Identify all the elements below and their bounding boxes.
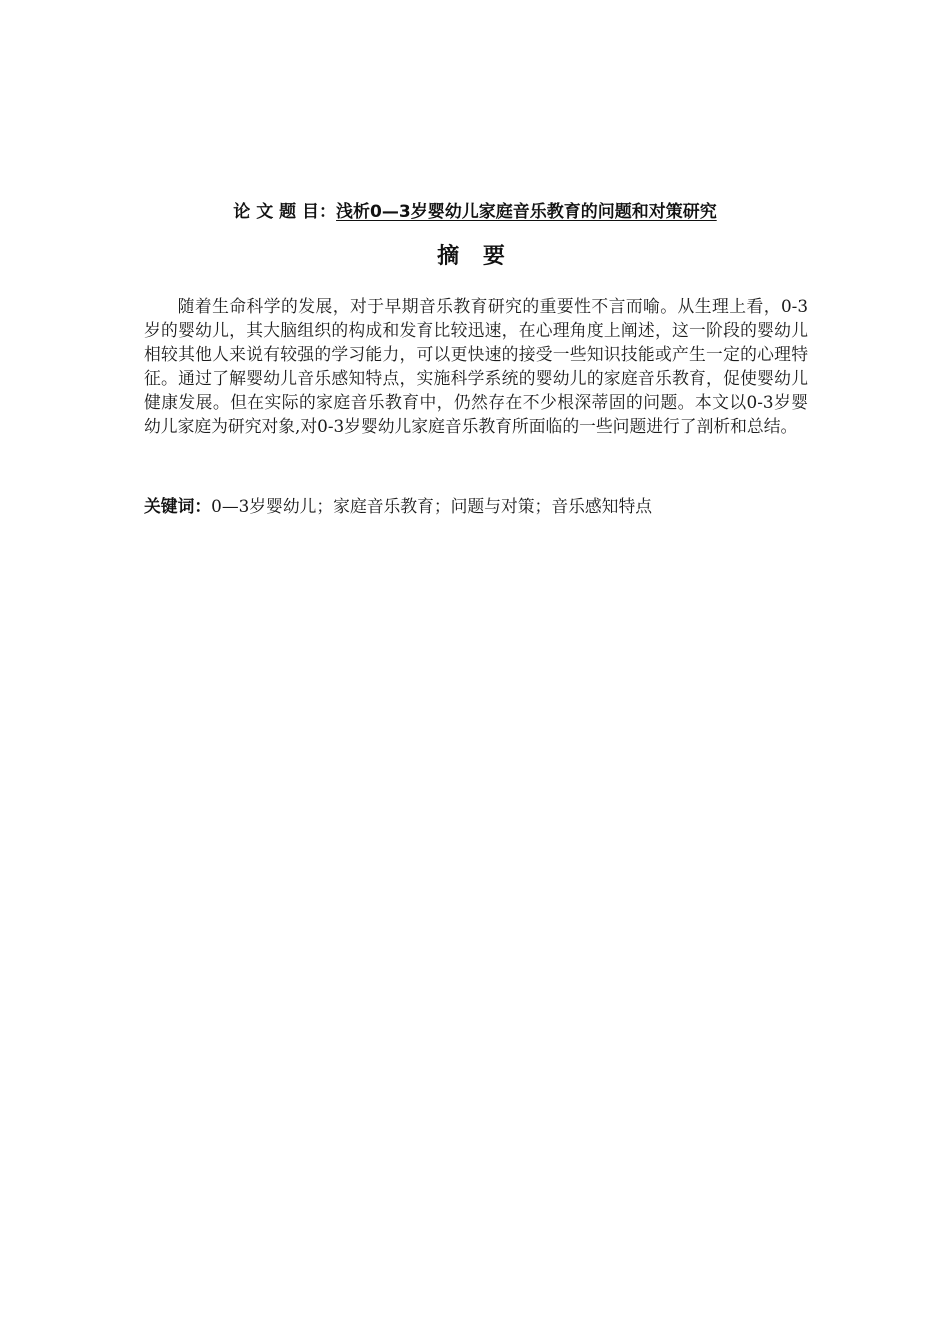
- abstract-body: 随着生命科学的发展，对于早期音乐教育研究的重要性不言而喻。从生理上看，0-3岁的婴幼儿，其大脑组织的构成和发育比较迅速，在心理角度上阐述，这一阶段的婴幼儿相较其他人来说有较强的学习能力，可以更快速的接受一些知识技能或产生一定的心理特征。通过了解婴幼儿音乐感知特点，实施科学系统的婴幼儿的家庭音乐教育，促使婴幼儿健康发展。但在实际的家庭音乐教育中，仍然存在不少根深蒂固的问题。本文以0-3岁婴幼儿家庭为研究对象,对0-3岁婴幼儿家庭音乐教育所面临的一些问题进行了剖析和总结。: [144, 296, 808, 437]
- keywords-text: 0—3岁婴幼儿；家庭音乐教育；问题与对策；音乐感知特点: [211, 496, 653, 516]
- keywords-line: [144, 494, 808, 519]
- abstract-heading: 摘 要: [437, 244, 513, 269]
- thesis-title: 浅析0—3岁婴幼儿家庭音乐教育的问题和对策研究: [336, 202, 717, 222]
- keywords-label: 关键词：: [144, 496, 212, 516]
- thesis-title-line: [0, 200, 950, 224]
- thesis-title-label: 论 文 题 目：: [233, 202, 337, 222]
